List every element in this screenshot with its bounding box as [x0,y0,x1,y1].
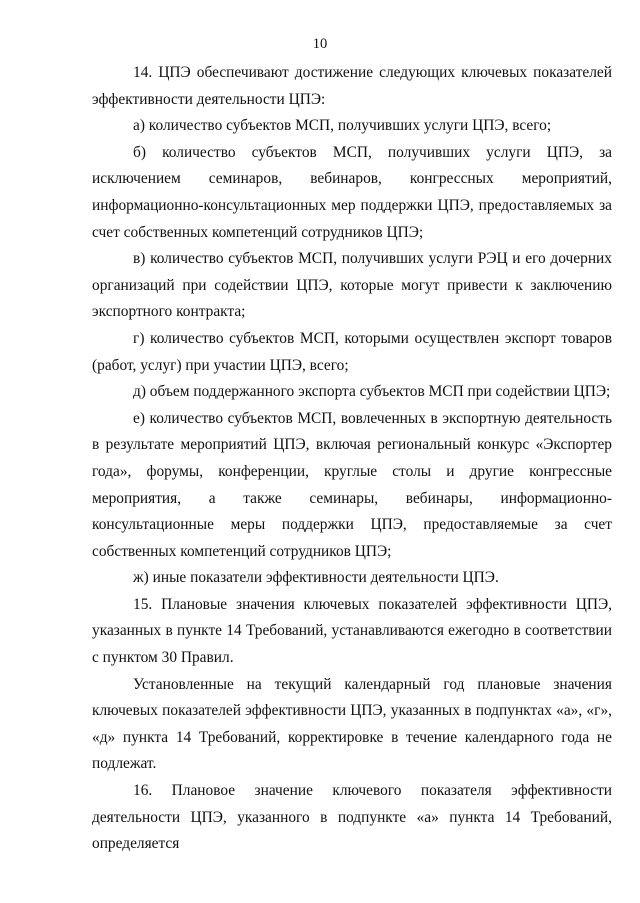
paragraph-14-v: в) количество субъектов МСП, получивших услуги РЭЦ и его дочерних организаций при содействии ЦПЭ, которые могут привести к заключению экспортного контракта; [92,250,612,321]
paragraph-14-d: д) объем поддержанного экспорта субъектов МСП при содействии ЦПЭ; [133,383,611,401]
paragraph-14-a: а) количество субъектов МСП, получивших услуги ЦПЭ, всего; [133,117,552,135]
page-number: 10 [312,36,328,52]
paragraph-15-planned-values: Установленные на текущий календарный год плановые значения ключевых показателей эффективности ЦПЭ, указанных в подпунктах «а», «г», «д» пункта 14 Требований, корректировке в течение календарного года не подлежат. [92,675,612,773]
paragraph-14-intro: 14. ЦПЭ обеспечивают достижение следующих ключевых показателей эффективности деятельности ЦПЭ: [92,64,612,108]
paragraph-14-b: б) количество субъектов МСП, получивших услуги ЦПЭ, за исключением семинаров, вебинаров, конгрессных мероприятий, информационно-консультационных мер поддержки ЦПЭ, предоставляемых за счет собственных компетенций сотрудников ЦПЭ; [92,143,612,241]
paragraph-14-e: е) количество субъектов МСП, вовлеченных в экспортную деятельность в результате мероприятий ЦПЭ, включая региональный конкурс «Экспортер года», форумы, конференции, круглые столы и другие конгрессные мероприятия, а также семинары, вебинары, информационно-консультационные меры поддержки ЦПЭ, предоставляемые за счет собственных компетенций сотрудников ЦПЭ; [92,409,612,560]
paragraph-15: 15. Плановые значения ключевых показателей эффективности ЦПЭ, указанных в пункте 14 Требований, устанавливаются ежегодно в соответствии с пунктом 30 Правил. [92,595,612,667]
paragraph-16: 16. Плановое значение ключевого показателя эффективности деятельности ЦПЭ, указанного в подпункте «а» пункта 14 Требований, определяется [92,782,612,853]
paragraph-14-g: г) количество субъектов МСП, которыми осуществлен экспорт товаров (работ, услуг) при участии ЦПЭ, всего; [92,329,612,374]
document-body [92,60,612,858]
paragraph-14-zh: ж) иные показатели эффективности деятельности ЦПЭ. [133,569,499,587]
